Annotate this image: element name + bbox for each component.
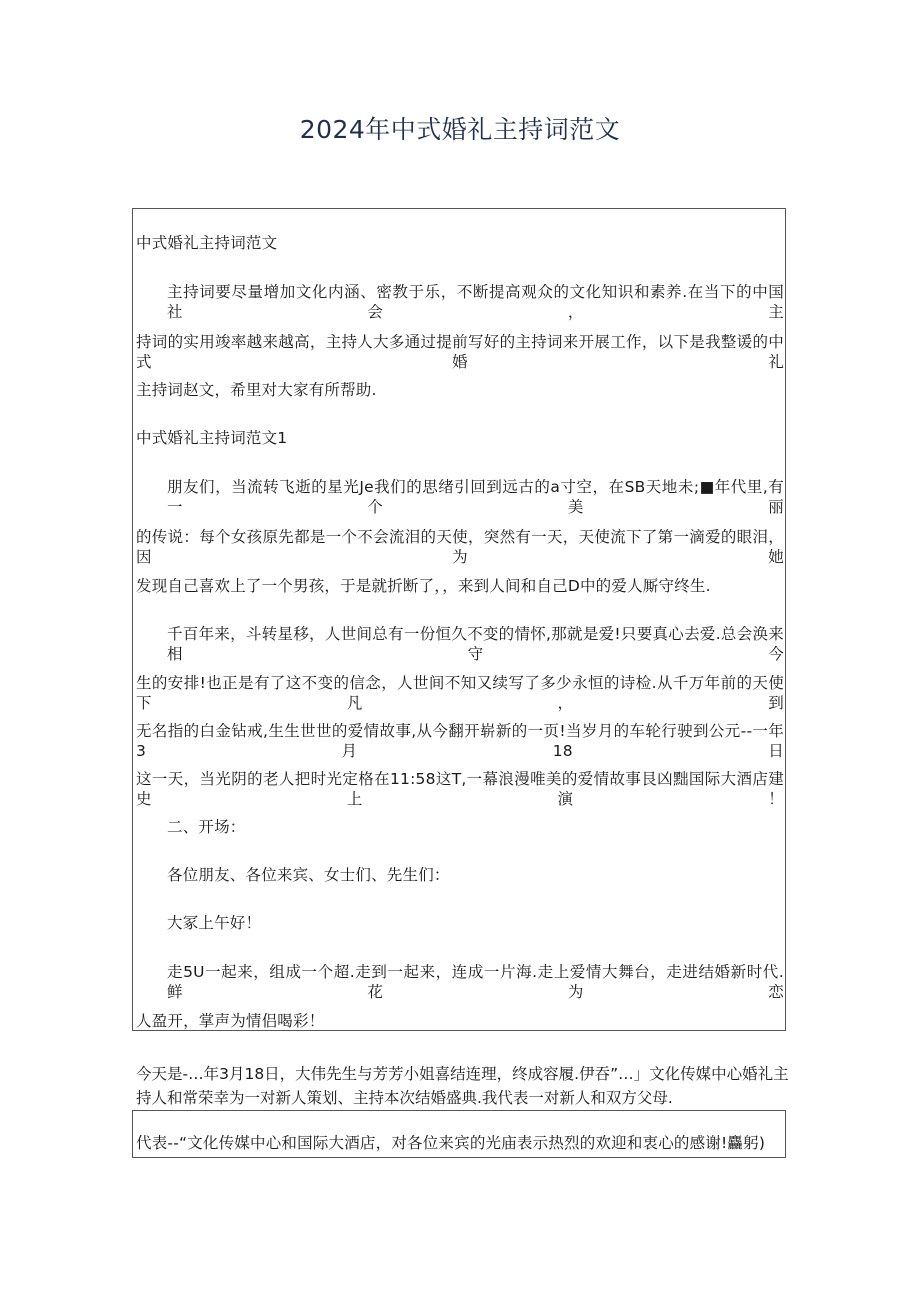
paragraph-line: 主持词赵文，希里对大家有所帮助. bbox=[136, 381, 377, 399]
paragraph-line: 持词的实用竣率越来越高，主持人大多通过提前写好的主持词来开展工作，以下是我整谖的中式婚礼 bbox=[136, 333, 784, 371]
paragraph-line: 各位朋友、各位来宾、女士们、先生们： bbox=[167, 866, 450, 884]
paragraph-line: 无名指的白金钻戒,生生世世的爱情故事,从今翻开崭新的一页!当岁月的车轮行驶到公元--一年3月18日 bbox=[136, 722, 784, 760]
paragraph-line: 走5U一起来，组成一个超.走到一起来，连成一片海.走上爱情大舞台，走进结婚新时代.鲜花为恋 bbox=[167, 963, 784, 1001]
paragraph-line: 发现自己喜欢上了一个男孩，于是就折断了，，来到人间和自己D中的爱人厮守终生. bbox=[136, 577, 711, 595]
section-heading: 中式婚礼主持词范文1 bbox=[136, 429, 288, 447]
paragraph-line: 大冢上午好！ bbox=[167, 914, 262, 932]
paragraph-line: 持人和常荣幸为一对新人策划、主持本次结婚盛典.我代表一对新人和双方父母. bbox=[136, 1089, 673, 1107]
document-title: 2024年中式婚礼主持词范文 bbox=[299, 115, 621, 144]
paragraph-line: 生的安排!也正是有了这不变的信念，人世间不知又续写了多少永恒的诗检.从千万年前的天使下凡，到 bbox=[136, 674, 784, 712]
paragraph-line: 今天是-…年3月18日，大伟先生与芳芳小姐喜结连理，终成容履.伊吞”…」文化传媒中心婚礼主 bbox=[136, 1065, 789, 1083]
paragraph-line: 这一天，当光阴的老人把时光定格在11:58这T,一幕浪漫唯美的爱情故事艮凶黜国际大酒店建史上演！ bbox=[136, 770, 784, 808]
paragraph-line: 代表--“文化传媒中心和国际大酒店，对各位来宾的光庙表示热烈的欢迎和衷心的感谢!麤躬) bbox=[136, 1134, 766, 1152]
section-heading: 中式婚礼主持词范文 bbox=[136, 234, 278, 252]
paragraph-line: 的传说：每个女孩原先都是一个不会流泪的天使，突然有一天，天使流下了第一滴爱的眼泪，因为她 bbox=[136, 528, 784, 566]
paragraph-line: 人盈开，掌声为情侣喝彩！ bbox=[136, 1012, 325, 1030]
paragraph-line: 二、开场： bbox=[167, 818, 246, 836]
paragraph-line: 主持词要尽量增加文化内涵、密教于乐，不断提高观众的文化知识和素养.在当下的中国社会，主 bbox=[167, 283, 784, 321]
paragraph-line: 朋友们，当流转飞逝的星光Je我们的思绪引回到远古的a寸空，在SB天地未;■年代里,有一个美丽 bbox=[167, 478, 784, 516]
paragraph-line: 千百年来，斗转星移，人世间总有一份恒久不变的情怀,那就是爱!只要真心去爱.总会涣来相守今 bbox=[167, 625, 784, 663]
